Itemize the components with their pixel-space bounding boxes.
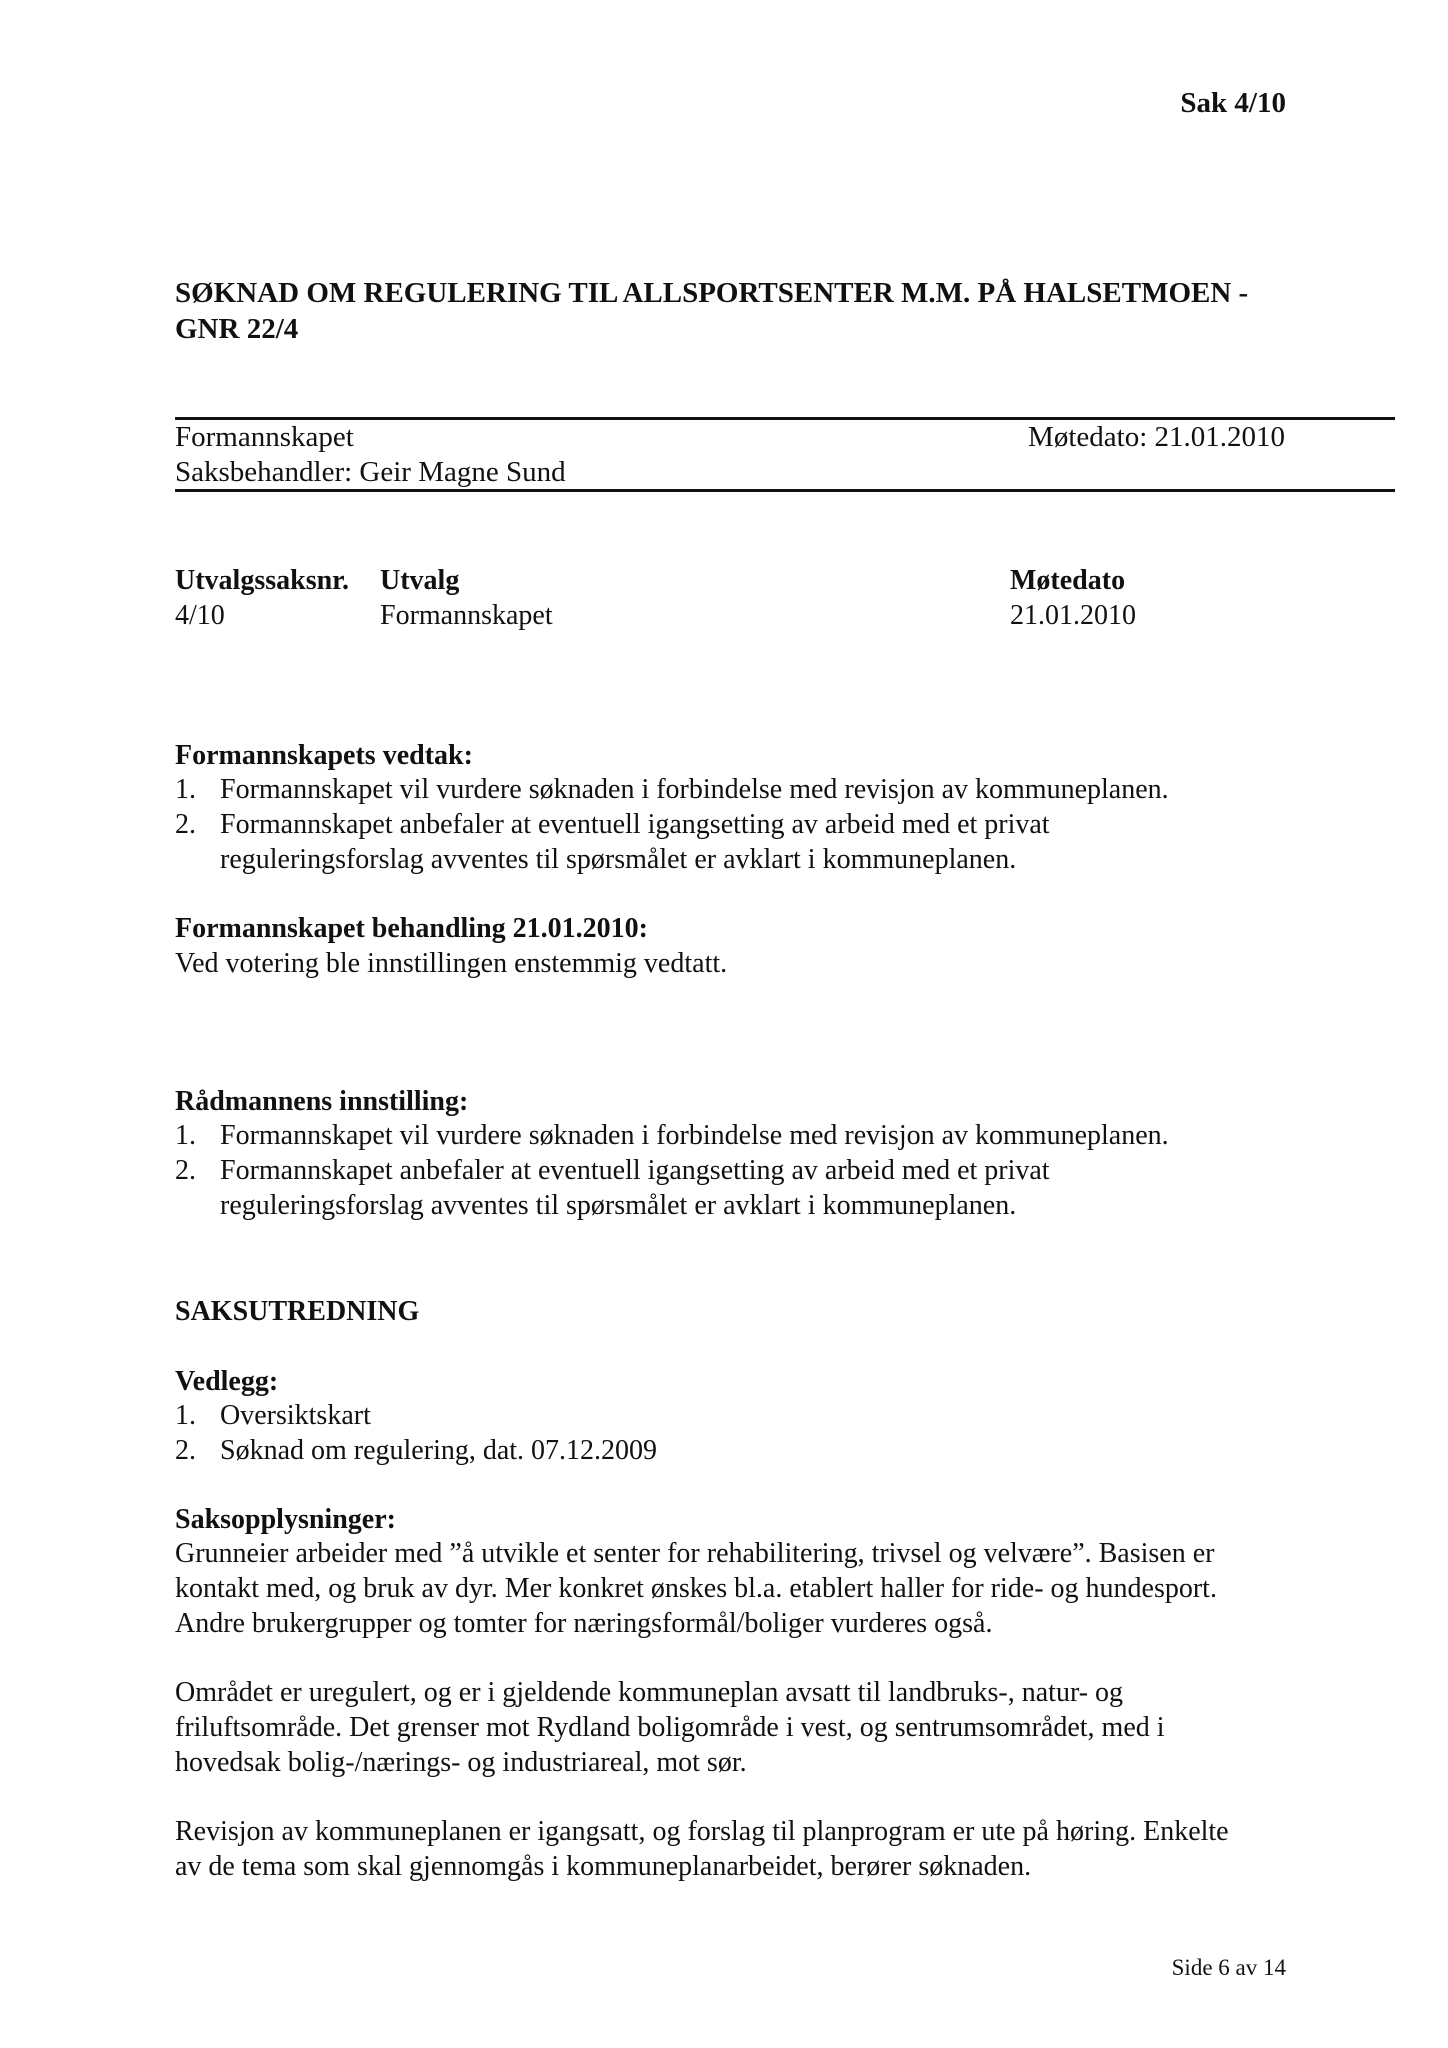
list-text: Søknad om regulering, dat. 07.12.2009 bbox=[220, 1435, 658, 1466]
table-header-committee: Utvalg bbox=[380, 565, 460, 596]
document-title-line-2: GNR 22/4 bbox=[175, 313, 299, 345]
report-heading: SAKSUTREDNING bbox=[175, 1296, 420, 1327]
list-number: 2. bbox=[175, 809, 196, 840]
list-number: 1. bbox=[175, 1400, 196, 1431]
bottom-rule bbox=[175, 489, 1395, 492]
list-text: Formannskapet anbefaler at eventuell igangsetting av arbeid med et privat bbox=[220, 809, 1050, 840]
list-text: Formannskapet vil vurdere søknaden i forbindelse med revisjon av kommuneplanen. bbox=[220, 1120, 1169, 1151]
case-officer-label: Saksbehandler: Geir Magne Sund bbox=[175, 456, 566, 488]
document-title-line-1: SØKNAD OM REGULERING TIL ALLSPORTSENTER M.M. PÅ HALSETMOEN - bbox=[175, 277, 1249, 309]
treatment-heading: Formannskapet behandling 21.01.2010: bbox=[175, 913, 648, 944]
table-header-case-number: Utvalgssaksnr. bbox=[175, 565, 350, 596]
list-number: 1. bbox=[175, 774, 196, 805]
committee-label: Formannskapet bbox=[175, 421, 354, 453]
list-text: Oversiktskart bbox=[220, 1400, 371, 1431]
paragraph-line: Området er uregulert, og er i gjeldende kommuneplan avsatt til landbruks-, natur- og bbox=[175, 1677, 1124, 1708]
paragraph-line: Andre brukergrupper og tomter for næringsformål/boliger vurderes også. bbox=[175, 1608, 993, 1639]
list-number: 2. bbox=[175, 1155, 196, 1186]
recommendation-heading: Rådmannens innstilling: bbox=[175, 1086, 469, 1117]
meeting-date-label: Møtedato: 21.01.2010 bbox=[1028, 421, 1285, 453]
decision-heading: Formannskapets vedtak: bbox=[175, 740, 473, 771]
list-text: Formannskapet anbefaler at eventuell igangsetting av arbeid med et privat bbox=[220, 1155, 1050, 1186]
info-heading: Saksopplysninger: bbox=[175, 1504, 396, 1535]
info-paragraph-2 bbox=[175, 1675, 1325, 1780]
paragraph-line: hovedsak bolig-/nærings- og industriareal, mot sør. bbox=[175, 1747, 747, 1778]
table-cell-case-number: 4/10 bbox=[175, 600, 225, 631]
paragraph-line: Grunneier arbeider med ”å utvikle et senter for rehabilitering, trivsel og velvære”. Basisen er bbox=[175, 1538, 1215, 1569]
treatment-text: Ved votering ble innstillingen enstemmig vedtatt. bbox=[175, 948, 728, 979]
table-cell-meeting-date: 21.01.2010 bbox=[1010, 600, 1136, 631]
page-number-label: Side 6 av 14 bbox=[1171, 1955, 1286, 1980]
list-number: 1. bbox=[175, 1120, 196, 1151]
attachments-heading: Vedlegg: bbox=[175, 1366, 279, 1397]
table-header-meeting-date: Møtedato bbox=[1010, 565, 1126, 596]
list-text: reguleringsforslag avventes til spørsmålet er avklart i kommuneplanen. bbox=[220, 844, 1017, 875]
table-cell-committee: Formannskapet bbox=[380, 600, 553, 631]
info-paragraph-3 bbox=[175, 1814, 1325, 1884]
list-number: 2. bbox=[175, 1435, 196, 1466]
paragraph-line: kontakt med, og bruk av dyr. Mer konkret ønskes bl.a. etablert haller for ride- og hundesport. bbox=[175, 1573, 1217, 1604]
paragraph-line: Revisjon av kommuneplanen er igangsatt, og forslag til planprogram er ute på høring. Enkelte bbox=[175, 1816, 1229, 1847]
list-text: reguleringsforslag avventes til spørsmålet er avklart i kommuneplanen. bbox=[220, 1190, 1017, 1221]
info-paragraph-1 bbox=[175, 1536, 1325, 1641]
paragraph-line: av de tema som skal gjennomgås i kommuneplanarbeidet, berører søknaden. bbox=[175, 1851, 1032, 1882]
paragraph-line: friluftsområde. Det grenser mot Rydland boligområde i vest, og sentrumsområdet, med i bbox=[175, 1712, 1165, 1743]
case-number-label: Sak 4/10 bbox=[1180, 87, 1286, 119]
list-text: Formannskapet vil vurdere søknaden i forbindelse med revisjon av kommuneplanen. bbox=[220, 774, 1169, 805]
